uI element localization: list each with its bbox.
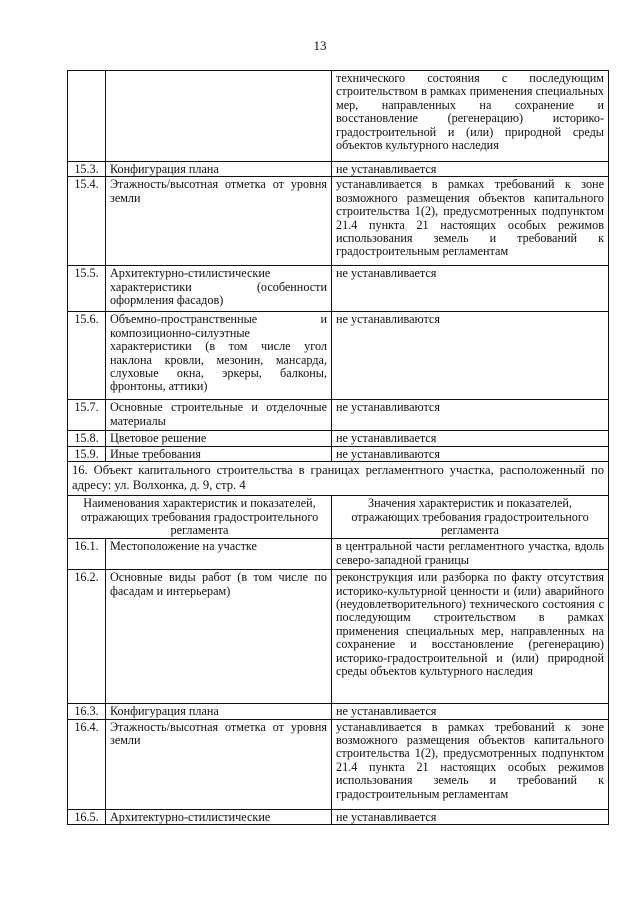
row-number: 15.5. [68, 266, 106, 312]
row-value: не устанавливается [332, 266, 609, 312]
row-number: 15.7. [68, 400, 106, 431]
row-value: не устанавливается [332, 162, 609, 177]
row-characteristic: Архитектурно-стилистические [106, 809, 332, 824]
header-characteristics: Наименования характеристик и показателей, отражающих требования градостроительного регламента [68, 496, 332, 539]
row-number: 16.5. [68, 809, 106, 824]
regulation-table [67, 70, 609, 825]
table-row [68, 704, 609, 719]
row-number: 15.6. [68, 312, 106, 400]
row-characteristic: Конфигурация плана [106, 162, 332, 177]
table-row [68, 177, 609, 266]
row-number: 15.9. [68, 446, 106, 461]
row-characteristic: Этажность/высотная отметка от уровня земли [106, 719, 332, 809]
row-number: 16.2. [68, 570, 106, 704]
row-value: не устанавливается [332, 704, 609, 719]
row-number: 16.1. [68, 539, 106, 570]
row-value: устанавливается в рамках требований к зоне возможного размещения объектов капитального строительства 1(2), предусмотренных подпунктом 21.4 пункта 21 настоящих особых режимов использования земель и требований к градостроительным регламентам [332, 719, 609, 809]
table-header-row [68, 496, 609, 539]
row-characteristic: Основные строительные и отделочные материалы [106, 400, 332, 431]
row-number: 15.8. [68, 431, 106, 446]
row-characteristic: Местоположение на участке [106, 539, 332, 570]
row-number: 16.4. [68, 719, 106, 809]
row-number: 16.3. [68, 704, 106, 719]
table-row [68, 446, 609, 461]
table-row [68, 162, 609, 177]
row-characteristic: Архитектурно-стилистические характеристики (особенности оформления фасадов) [106, 266, 332, 312]
row-value: не устанавливается [332, 431, 609, 446]
row-value: не устанавливаются [332, 312, 609, 400]
table-row [68, 312, 609, 400]
section-title: 16. Объект капитального строительства в границах регламентного участка, расположенный по адресу: ул. Волхонка, д. 9, стр. 4 [68, 462, 609, 496]
row-characteristic: Этажность/высотная отметка от уровня земли [106, 177, 332, 266]
table-row [68, 431, 609, 446]
table-row [68, 266, 609, 312]
row-number: 15.4. [68, 177, 106, 266]
row-number [68, 71, 106, 162]
row-value: технического состояния с последующим строительством в рамках применения специальных мер, направленных на сохранение и восстановление (регенерацию) историко-градостроительной и (или) природной среды объектов культурного наследия [332, 71, 609, 162]
row-value: в центральной части регламентного участка, вдоль северо-западной границы [332, 539, 609, 570]
row-characteristic: Конфигурация плана [106, 704, 332, 719]
row-characteristic: Иные требования [106, 446, 332, 461]
row-value: не устанавливается [332, 809, 609, 824]
table-row [68, 539, 609, 570]
table-row [68, 809, 609, 824]
section-title-row [68, 462, 609, 496]
row-characteristic [106, 71, 332, 162]
row-value: не устанавливаются [332, 400, 609, 431]
row-value: устанавливается в рамках требований к зоне возможного размещения объектов капитального строительства 1(2), предусмотренных подпунктом 21.4 пункта 21 настоящих особых режимов использования земель и требований к градостроительным регламентам [332, 177, 609, 266]
row-characteristic: Основные виды работ (в том числе по фасадам и интерьерам) [106, 570, 332, 704]
table-row [68, 400, 609, 431]
row-characteristic: Объемно-пространственные и композиционно-силуэтные характеристики (в том числе угол наклона кровли, мезонин, мансарда, слуховые окна, эркеры, балконы, фронтоны, аттики) [106, 312, 332, 400]
table-row [68, 719, 609, 809]
page-number: 13 [313, 38, 327, 53]
table-row [68, 71, 609, 162]
row-number: 15.3. [68, 162, 106, 177]
header-values: Значения характеристик и показателей, отражающих требования градостроительного регламента [332, 496, 609, 539]
row-characteristic: Цветовое решение [106, 431, 332, 446]
row-value: реконструкция или разборка по факту отсутствия историко-культурной ценности и (или) аварийного (неудовлетворительного) технического состояния с последующим строительством в рамках применения специальных мер, направленных на сохранение и восстановление (регенерацию) историко-градостроительной и (или) природной среды объектов культурного наследия [332, 570, 609, 704]
table-row [68, 570, 609, 704]
row-value: не устанавливаются [332, 446, 609, 461]
